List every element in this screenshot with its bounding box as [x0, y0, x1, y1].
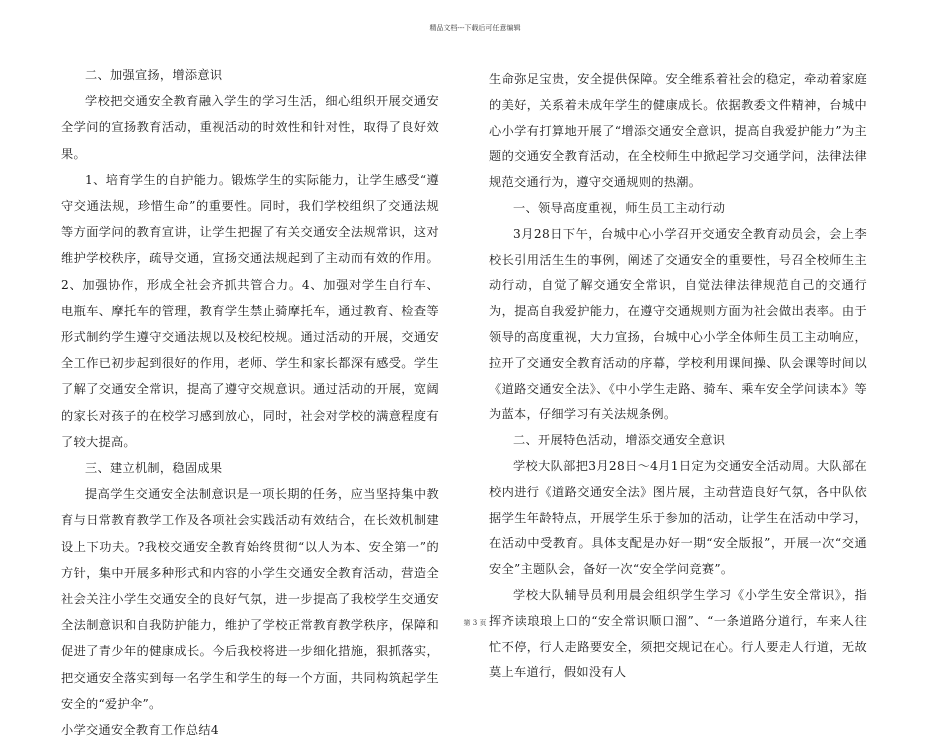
section-heading: 三、建立机制，稳固成果	[85, 461, 223, 476]
page-number: 第 3 页	[463, 619, 487, 627]
paragraph: 提高学生交通安全法制意识是一项长期的任务，应当坚持集中教育与日常教育教学工作及各项社会实践活动有效结合，在长效机制建设上下功夫。?我校交通安全教育始终贯彻“以人为本、安全第一”的方针，集中开展多种形式和内容的小学生交通安全教育活动，营造全社会关注小学生交通安全的良好气氛，进一步提高了我校学生交通安全法制意识和自我防护能力，维护了学校正常教育教学秩序，保障和促进了青少年的健康成长。今后我校将进一步细化措施，狠抓落实，把交通安全落实到每一名学生和学生的每一个方面，共同构筑起学生安全的“爱护伞”。	[61, 487, 439, 711]
paragraph: 1、培育学生的自护能力。锻炼学生的实际能力，让学生感受“遵守交通法规，珍惜生命”的重要性。同时，我们学校组织了交通法规等方面学问的教育宣讲，让学生把握了有关交通安全法规常识，这对维护学校秩序，疏导交通，宣扬交通法规起到了主动而有效的作用。2、加强协作，形成全社会齐抓共管合力。4、加强对学生自行车、电瓶车、摩托车的管理，教育学生禁止骑摩托车，通过教育、检查等形式制约学生遵守交通法规以及校纪校规。通过活动的开展，交通安全工作已初步起到很好的作用，老师、学生和家长都深有感受。学生了解了交通安全常识，提高了遵守交规意识。通过活动的开展，宽阔的家长对孩子的在校学习感到放心，同时，社会对学校的满意程度有了较大提高。	[61, 172, 439, 449]
section-title: 小学交通安全教育工作总结4	[61, 723, 219, 738]
right-column	[489, 67, 867, 686]
paragraph: 生命弥足宝贵，安全提供保障。安全维系着社会的稳定，牵动着家庭的美好，关系着未成年学生的健康成长。依据教委文件精神，台城中心小学有打算地开展了“增添交通安全意识，提高自我爱护能力”为主题的交通安全教育活动，在全校师生中掀起学习交通学问，法律法律规范交通行为，遵守交通规则的热潮。	[489, 72, 867, 190]
paragraph: 学校大队辅导员利用晨会组织学生学习《小学生安全常识》，指挥齐读琅琅上口的“安全常识顺口溜”、“一条道路分道行，车来人往忙不停，行人走路要安全，须把交规记在心。行人要走人行道，无故莫上车道行，假如没有人	[489, 587, 867, 680]
section-heading: 二、加强宣扬，增添意识	[85, 68, 223, 82]
section-heading: 二、开展特色活动，增添交通安全意识	[513, 433, 726, 448]
paragraph: 3月28日下午，台城中心小学召开交通安全教育动员会，会上李校长引用活生生的事例，阐述了交通安全的重要性，号召全校师生主动行动，自觉了解交通安全常识，自觉法律法律规范自己的交通行为，提高自我爱护能力，在遵守交通规则方面为社会做出表率。由于领导的高度重视，大力宣扬，台城中心小学全体师生员工主动响应，拉开了交通安全教育活动的序幕，学校利用课间操、队会课等时间以《道路交通安全法》、《中小学生走路、骑车、乘车安全学问读本》等为蓝本，仔细学习有关法规条例。	[489, 226, 867, 422]
section-heading: 一、领导高度重视，师生员工主动行动	[513, 200, 726, 215]
left-column	[61, 62, 439, 743]
page-header: 精品文档---下载后可任意编辑	[429, 24, 521, 32]
paragraph: 学校把交通安全教育融入学生的学习生活，细心组织开展交通安全学问的宣扬教育活动，重视活动的时效性和针对性，取得了良好效果。	[61, 94, 439, 161]
paragraph: 学校大队部把3月28日～4月1日定为交通安全活动周。大队部在校内进行《道路交通安全法》图片展，主动营造良好气氛，各中队依据学生年龄特点，开展学生乐于参加的活动，让学生在活动中学习，在活动中受教育。具体支配是办好一期“安全版报”，开展一次“交通安全”主题队会，备好一次“安全学问竞赛”。	[489, 458, 867, 577]
